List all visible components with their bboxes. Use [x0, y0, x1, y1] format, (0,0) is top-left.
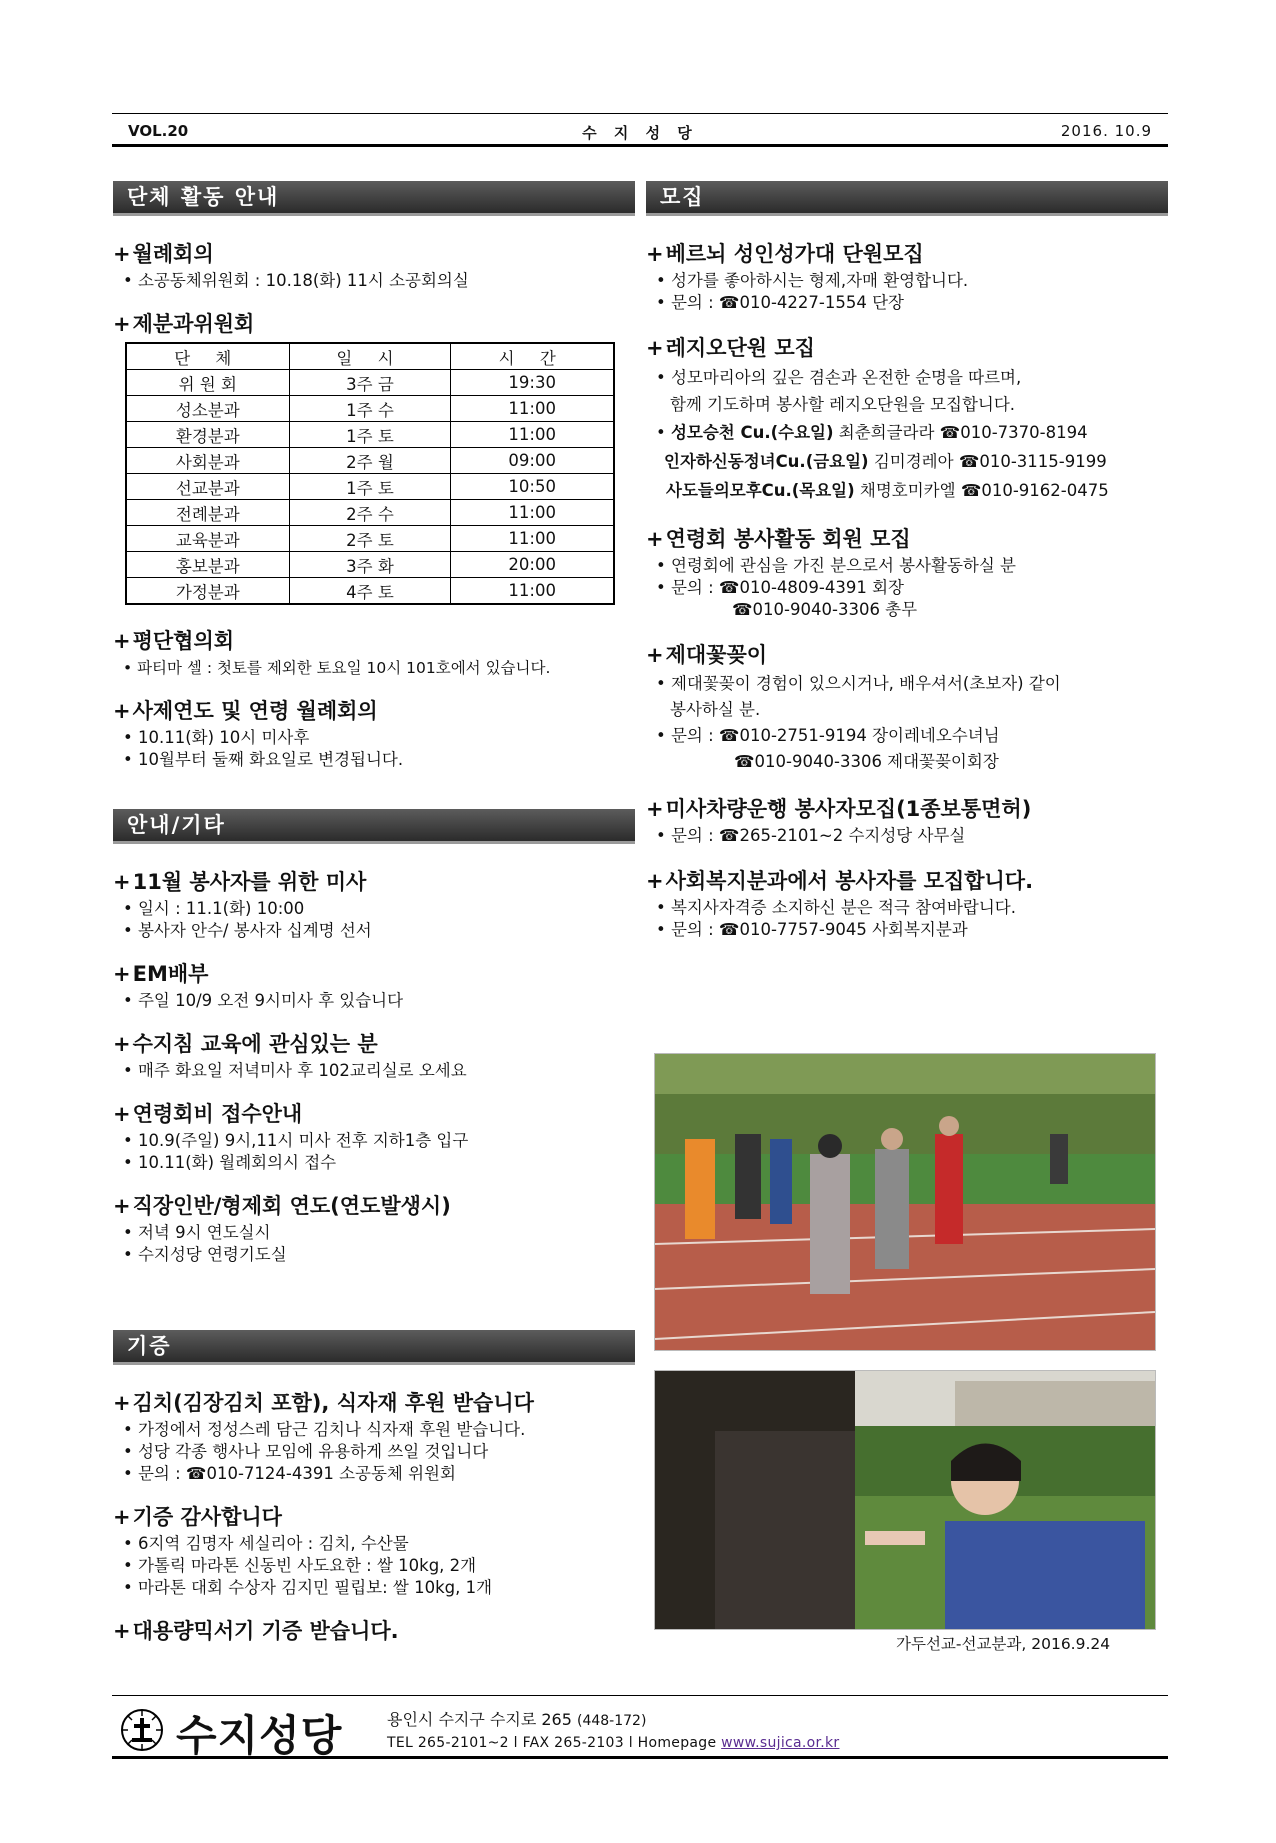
- table-cell: 가정분과: [126, 578, 289, 605]
- list-item: • 봉사자 안수/ 봉사자 십계명 선서: [113, 920, 635, 942]
- block-title: 월례회의: [132, 242, 214, 266]
- yeonryeong-block: [646, 523, 1168, 621]
- table-cell: 성소분과: [126, 396, 289, 422]
- block-title: 제분과위원회: [132, 312, 255, 336]
- notice-block: [113, 1098, 635, 1174]
- table-cell: 1주 수: [289, 396, 451, 422]
- table-cell: 1주 토: [289, 422, 451, 448]
- table-row: [126, 370, 614, 396]
- header-title: 수 지 성 당: [582, 124, 698, 142]
- committee-block: [113, 308, 635, 605]
- block-title: 수지침 교육에 관심있는 분: [132, 1032, 378, 1056]
- table-cell: 11:00: [451, 500, 614, 526]
- vehicle-block: [646, 793, 1168, 847]
- legio-block: [646, 332, 1168, 505]
- list-item: • 가정에서 정성스레 담근 김치나 식자재 후원 받습니다.: [113, 1419, 635, 1441]
- donation-block: [113, 1387, 635, 1485]
- photo-illustration: [655, 1054, 1155, 1350]
- table-cell: 환경분과: [126, 422, 289, 448]
- block-title: 미사차량운행 봉사자모집(1종보통면허): [665, 797, 1032, 821]
- list-item: • 소공동체위원회 : 10.18(화) 11시 소공회의실: [113, 270, 635, 292]
- group-name: 인자하신동정녀Cu.(금요일): [664, 452, 869, 471]
- block-title: 사회복지분과에서 봉사자를 모집합니다.: [665, 869, 1034, 893]
- list-item: • 제대꽃꽂이 경험이 있으시거나, 배우셔서(초보자) 같이: [646, 671, 1168, 697]
- cross-icon: +: [113, 312, 131, 336]
- cross-icon: +: [646, 527, 664, 551]
- table-cell: 사회분과: [126, 448, 289, 474]
- list-item: • 성모마리아의 깊은 겸손과 온전한 순명을 따르며,: [646, 364, 1168, 391]
- notice-block: [113, 1028, 635, 1082]
- footer-contact: [387, 1735, 839, 1751]
- table-cell: 11:00: [451, 578, 614, 605]
- table-cell: 2주 월: [289, 448, 451, 474]
- cross-icon: +: [113, 629, 131, 653]
- cross-icon: +: [646, 797, 664, 821]
- monthly-meeting-block: [113, 238, 635, 292]
- photo-caption: 가두선교-선교분과, 2016.9.24: [896, 1635, 1111, 1653]
- cross-icon: +: [646, 643, 664, 667]
- church-logo-icon: [120, 1708, 164, 1756]
- list-item: • 주일 10/9 오전 9시미사 후 있습니다: [113, 990, 635, 1012]
- cross-icon: +: [113, 699, 131, 723]
- column-header: 단 체: [126, 343, 289, 370]
- list-item: • 파티마 셀 : 첫토를 제외한 토요일 10시 101호에서 있습니다.: [113, 657, 635, 679]
- list-item: • 매주 화요일 저녁미사 후 102교리실로 오세요: [113, 1060, 635, 1082]
- block-title: 제대꽃꽂이: [665, 643, 768, 667]
- table-cell: 3주 금: [289, 370, 451, 396]
- group-activities-section: [113, 181, 635, 791]
- block-title: 김치(김장김치 포함), 식자재 후원 받습니다: [132, 1391, 534, 1415]
- table-cell: 전례분과: [126, 500, 289, 526]
- table-cell: 1주 토: [289, 474, 451, 500]
- homepage-link[interactable]: www.sujica.or.kr: [721, 1735, 840, 1751]
- table-header-row: [126, 343, 614, 370]
- cross-icon: +: [113, 1391, 131, 1415]
- donation-block: [113, 1501, 635, 1599]
- table-cell: 홍보분과: [126, 552, 289, 578]
- table-row: [126, 474, 614, 500]
- page-header: [112, 113, 1168, 147]
- list-item: • 문의 : ☎010-7124-4391 소공동체 위원회: [113, 1463, 635, 1485]
- table-row: [126, 396, 614, 422]
- block-title: 대용량믹서기 기증 받습니다.: [132, 1619, 399, 1643]
- list-item: • 문의 : ☎010-7757-9045 사회복지분과: [646, 919, 1168, 941]
- table-cell: 4주 토: [289, 578, 451, 605]
- table-cell: 10:50: [451, 474, 614, 500]
- list-item: • 가톨릭 마라톤 신동빈 사도요한 : 쌀 10kg, 2개: [113, 1555, 635, 1577]
- footer-address: [387, 1707, 646, 1730]
- postcode: (448-172): [577, 1713, 647, 1729]
- list-item: • 연령회에 관심을 가진 분으로서 봉사활동하실 분: [646, 555, 1168, 577]
- list-item: ☎010-9040-3306 총무: [732, 600, 918, 619]
- choir-block: [646, 238, 1168, 314]
- street-mission-photo-2: [654, 1370, 1156, 1630]
- table-cell: 11:00: [451, 422, 614, 448]
- cross-icon: +: [113, 1505, 131, 1529]
- table-cell: 선교분과: [126, 474, 289, 500]
- block-title: 연령회 봉사활동 회원 모집: [665, 527, 911, 551]
- cross-icon: +: [113, 1102, 131, 1126]
- list-item: • 성가를 좋아하시는 형제,자매 환영합니다.: [646, 270, 1168, 292]
- section-title: 모집: [646, 181, 1168, 216]
- contact-row: [646, 418, 1168, 447]
- list-item: • 문의 : ☎010-4809-4391 회장: [646, 577, 1168, 599]
- list-item: • 수지성당 연령기도실: [113, 1244, 635, 1266]
- table-cell: 위 원 회: [126, 370, 289, 396]
- priest-memorial-block: [113, 695, 635, 771]
- column-header: 일 시: [289, 343, 451, 370]
- list-item: • 10.9(주일) 9시,11시 미사 전후 지하1층 입구: [113, 1130, 635, 1152]
- column-header: 시 간: [451, 343, 614, 370]
- cross-icon: +: [113, 1032, 131, 1056]
- list-item: • 복지사자격증 소지하신 분은 적극 참여바랍니다.: [646, 897, 1168, 919]
- table-row: [126, 526, 614, 552]
- recruitment-section: [646, 181, 1168, 961]
- list-item: • 10.11(화) 월례회의시 접수: [113, 1152, 635, 1174]
- phone-number: ☎010-7370-8194: [939, 423, 1088, 442]
- page-footer: [112, 1695, 1168, 1759]
- committee-schedule-table: [125, 342, 615, 605]
- phone-number: ☎010-9162-0475: [960, 481, 1109, 500]
- table-cell: 3주 화: [289, 552, 451, 578]
- street-mission-photo-1: [654, 1053, 1156, 1351]
- block-title: 11월 봉사자를 위한 미사: [132, 870, 367, 894]
- contact-name: 채명호미카엘: [859, 481, 956, 500]
- altar-flower-block: [646, 639, 1168, 775]
- section-title: 기증: [113, 1330, 635, 1365]
- laity-council-block: [113, 625, 635, 679]
- notice-block: [113, 958, 635, 1012]
- cross-icon: +: [113, 962, 131, 986]
- contact-row: [646, 447, 1168, 476]
- table-cell: 2주 수: [289, 500, 451, 526]
- cross-icon: +: [113, 870, 131, 894]
- list-item: • 일시 : 11.1(화) 10:00: [113, 898, 635, 920]
- table-row: [126, 552, 614, 578]
- photo-illustration: [655, 1371, 1155, 1629]
- table-row: [126, 578, 614, 605]
- table-row: [126, 422, 614, 448]
- block-title: 기증 감사합니다: [132, 1505, 282, 1529]
- list-item: • 문의 : ☎010-2751-9194 장이레네오수녀님: [646, 723, 1168, 749]
- donation-block: [113, 1615, 635, 1645]
- list-item: • 문의 : ☎010-4227-1554 단장: [646, 292, 1168, 314]
- notice-block: [113, 866, 635, 942]
- block-title: 연령회비 접수안내: [132, 1102, 303, 1126]
- notices-section: [113, 809, 635, 1286]
- section-title: 안내/기타: [113, 809, 635, 844]
- list-item: • 마라톤 대회 수상자 김지민 필립보: 쌀 10kg, 1개: [113, 1577, 635, 1599]
- contact-row: [646, 476, 1168, 505]
- cross-icon: +: [646, 336, 664, 360]
- cross-icon: +: [113, 1194, 131, 1218]
- welfare-block: [646, 865, 1168, 941]
- list-item: • 성당 각종 행사나 모임에 유용하게 쓰일 것입니다: [113, 1441, 635, 1463]
- list-item: • 문의 : ☎265-2101~2 수지성당 사무실: [646, 825, 1168, 847]
- address-text: 용인시 수지구 수지로 265: [387, 1710, 572, 1729]
- list-item: 봉사하실 분.: [670, 700, 761, 719]
- list-item: • 저녁 9시 연도실시: [113, 1222, 635, 1244]
- list-item: • 10월부터 둘째 화요일로 변경됩니다.: [113, 749, 635, 771]
- block-title: 레지오단원 모집: [665, 336, 815, 360]
- donations-section: [113, 1330, 635, 1665]
- block-title: 베르뇌 성인성가대 단원모집: [665, 242, 924, 266]
- section-title: 단체 활동 안내: [113, 181, 635, 216]
- block-title: 평단협의회: [132, 629, 235, 653]
- cross-icon: +: [646, 869, 664, 893]
- table-row: [126, 500, 614, 526]
- header-date: 2016. 10.9: [1060, 122, 1152, 140]
- table-row: [126, 448, 614, 474]
- contact-name: 최춘희글라라: [838, 423, 935, 442]
- group-name: 성모승천 Cu.(수요일): [670, 423, 834, 442]
- church-logo-text: 수지성당: [176, 1711, 343, 1760]
- group-name: 사도들의모후Cu.(목요일): [666, 481, 855, 500]
- phone-number: ☎010-3115-9199: [958, 452, 1107, 471]
- volume-label: VOL.20: [128, 122, 189, 140]
- cross-icon: +: [646, 242, 664, 266]
- list-item: • 10.11(화) 10시 미사후: [113, 727, 635, 749]
- table-cell: 20:00: [451, 552, 614, 578]
- list-item: 함께 기도하며 봉사할 레지오단원을 모집합니다.: [670, 395, 1016, 414]
- table-cell: 11:00: [451, 396, 614, 422]
- list-item: • 6지역 김명자 세실리아 : 김치, 수산물: [113, 1533, 635, 1555]
- table-cell: 19:30: [451, 370, 614, 396]
- block-title: 직장인반/형제회 연도(연도발생시): [132, 1194, 451, 1218]
- table-cell: 교육분과: [126, 526, 289, 552]
- cross-icon: +: [113, 242, 131, 266]
- notice-block: [113, 1190, 635, 1266]
- cross-icon: +: [113, 1619, 131, 1643]
- list-item: ☎010-9040-3306 제대꽃꽂이회장: [734, 752, 999, 771]
- contact-text: TEL 265-2101~2 l FAX 265-2103 l Homepage: [387, 1735, 717, 1751]
- block-title: EM배부: [132, 962, 209, 986]
- table-cell: 2주 토: [289, 526, 451, 552]
- block-title: 사제연도 및 연령 월례회의: [132, 699, 378, 723]
- table-cell: 09:00: [451, 448, 614, 474]
- contact-name: 김미경레아: [873, 452, 954, 471]
- table-cell: 11:00: [451, 526, 614, 552]
